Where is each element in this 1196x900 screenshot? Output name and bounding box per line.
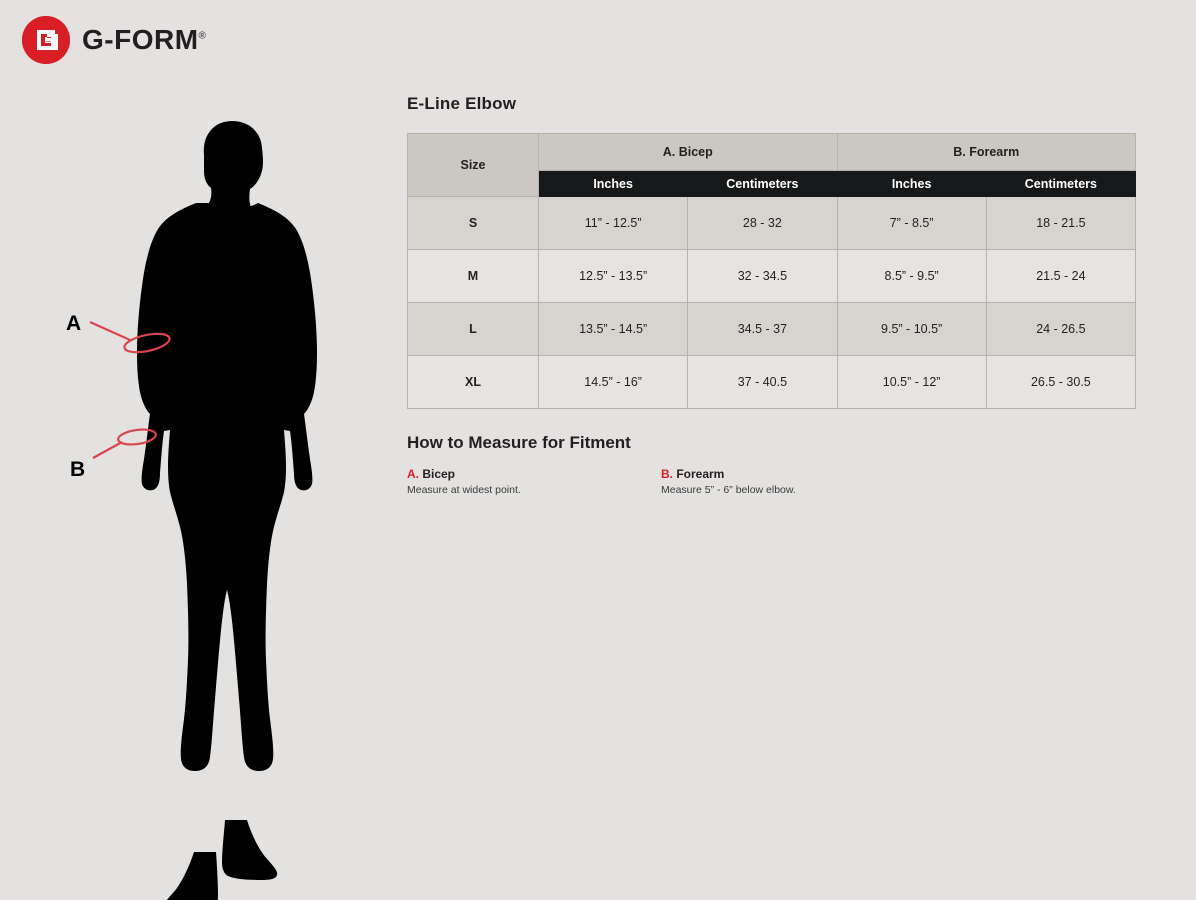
cell-forearm-inches: 8.5” - 9.5” xyxy=(837,250,986,303)
cell-bicep-inches: 14.5” - 16” xyxy=(539,356,688,409)
how-to-item-heading xyxy=(661,467,915,481)
how-to-item-letter: B. xyxy=(661,467,673,481)
cell-bicep-centimeters: 34.5 - 37 xyxy=(688,303,837,356)
brand-name-text: G-FORM xyxy=(82,24,199,55)
page-title: E-Line Elbow xyxy=(407,94,517,113)
label-a: A xyxy=(66,312,82,335)
table-row xyxy=(408,356,1136,409)
header-unit-bicep-centimeters: Centimeters xyxy=(688,171,837,197)
header-unit-bicep-inches: Inches xyxy=(539,171,688,197)
cell-bicep-centimeters: 28 - 32 xyxy=(688,197,837,250)
table-row xyxy=(408,303,1136,356)
header-group-bicep: A. Bicep xyxy=(539,134,838,171)
cell-forearm-centimeters: 24 - 26.5 xyxy=(986,303,1135,356)
cell-forearm-inches: 10.5” - 12” xyxy=(837,356,986,409)
cell-forearm-inches: 7” - 8.5” xyxy=(837,197,986,250)
how-to-item-bicep xyxy=(407,467,661,496)
bicep-leader-line xyxy=(90,322,130,340)
trademark-mark: ® xyxy=(198,30,207,42)
brand-name xyxy=(82,24,206,56)
row-size: S xyxy=(408,197,539,250)
header-unit-forearm-centimeters: Centimeters xyxy=(986,171,1135,197)
cell-forearm-centimeters: 26.5 - 30.5 xyxy=(986,356,1135,409)
cell-forearm-centimeters: 18 - 21.5 xyxy=(986,197,1135,250)
forearm-leader-line xyxy=(93,442,122,458)
human-silhouette xyxy=(137,121,317,900)
how-to-item-name: Bicep xyxy=(419,467,456,481)
how-to-item-description: Measure at widest point. xyxy=(407,484,521,496)
how-to-item-name: Forearm xyxy=(673,467,725,481)
cell-bicep-inches: 11” - 12.5” xyxy=(539,197,688,250)
content-panel xyxy=(407,94,1147,496)
header-size: Size xyxy=(408,134,539,197)
table-row xyxy=(408,250,1136,303)
how-to-item-forearm xyxy=(661,467,915,496)
cell-forearm-inches: 9.5” - 10.5” xyxy=(837,303,986,356)
body-diagram xyxy=(66,110,380,900)
cell-forearm-centimeters: 21.5 - 24 xyxy=(986,250,1135,303)
row-size: M xyxy=(408,250,539,303)
header-group-forearm: B. Forearm xyxy=(837,134,1136,171)
cell-bicep-centimeters: 32 - 34.5 xyxy=(688,250,837,303)
how-to-item-letter: A. xyxy=(407,467,419,481)
cell-bicep-inches: 13.5” - 14.5” xyxy=(539,303,688,356)
brand-logo xyxy=(22,16,206,64)
how-to-item-heading xyxy=(407,467,661,481)
header-unit-forearm-inches: Inches xyxy=(837,171,986,197)
silhouette-svg xyxy=(66,110,380,900)
table-header-group-row xyxy=(408,134,1136,171)
row-size: L xyxy=(408,303,539,356)
g-form-logo-icon xyxy=(22,16,70,64)
table-row xyxy=(408,197,1136,250)
how-to-measure-title: How to Measure for Fitment xyxy=(407,433,631,452)
row-size: XL xyxy=(408,356,539,409)
how-to-item-description: Measure 5” - 6” below elbow. xyxy=(661,484,796,496)
cell-bicep-inches: 12.5” - 13.5” xyxy=(539,250,688,303)
label-b: B xyxy=(70,458,86,481)
how-to-measure-list xyxy=(407,467,1147,496)
cell-bicep-centimeters: 37 - 40.5 xyxy=(688,356,837,409)
size-chart-table xyxy=(407,133,1136,409)
